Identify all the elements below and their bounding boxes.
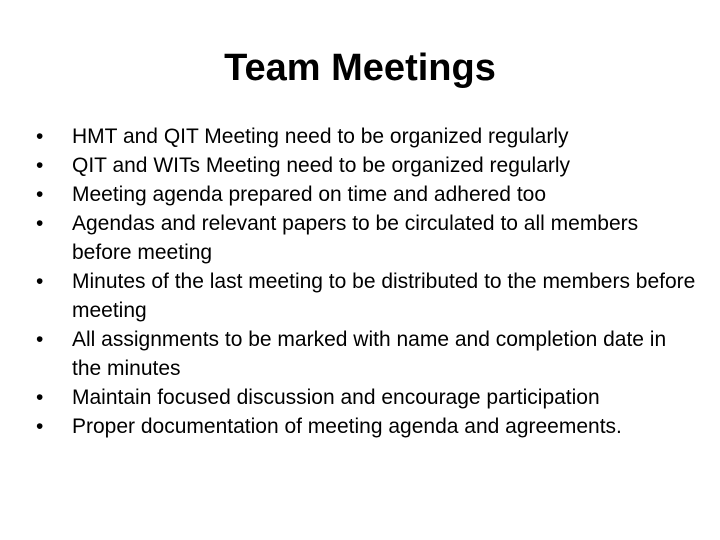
bullet-item <box>36 122 696 151</box>
bullet-icon: • <box>36 270 44 293</box>
bullet-item <box>36 209 696 267</box>
bullet-icon: • <box>36 183 44 206</box>
bullet-icon: • <box>36 212 44 235</box>
bullet-icon: • <box>36 328 44 351</box>
bullet-text: Proper documentation of meeting agenda and agreements. <box>72 415 622 438</box>
bullet-item <box>36 383 696 412</box>
bullet-icon: • <box>36 154 44 177</box>
bullet-item <box>36 180 696 209</box>
bullet-text: All assignments to be marked with name and completion date in the minutes <box>72 328 667 380</box>
bullet-list <box>36 122 696 441</box>
bullet-icon: • <box>36 415 44 438</box>
bullet-item <box>36 267 696 325</box>
bullet-item <box>36 412 696 441</box>
bullet-text: Maintain focused discussion and encourage participation <box>72 386 600 409</box>
bullet-item <box>36 151 696 180</box>
bullet-text: HMT and QIT Meeting need to be organized regularly <box>72 125 569 148</box>
bullet-icon: • <box>36 125 44 148</box>
bullet-item <box>36 325 696 383</box>
bullet-icon: • <box>36 386 44 409</box>
bullet-text: Minutes of the last meeting to be distributed to the members before meeting <box>72 270 696 322</box>
bullet-text: Meeting agenda prepared on time and adhered too <box>72 183 547 206</box>
bullet-text: Agendas and relevant papers to be circulated to all members before meeting <box>72 212 639 264</box>
bullet-text: QIT and WITs Meeting need to be organized regularly <box>72 154 571 177</box>
slide-title: Team Meetings <box>224 47 496 89</box>
